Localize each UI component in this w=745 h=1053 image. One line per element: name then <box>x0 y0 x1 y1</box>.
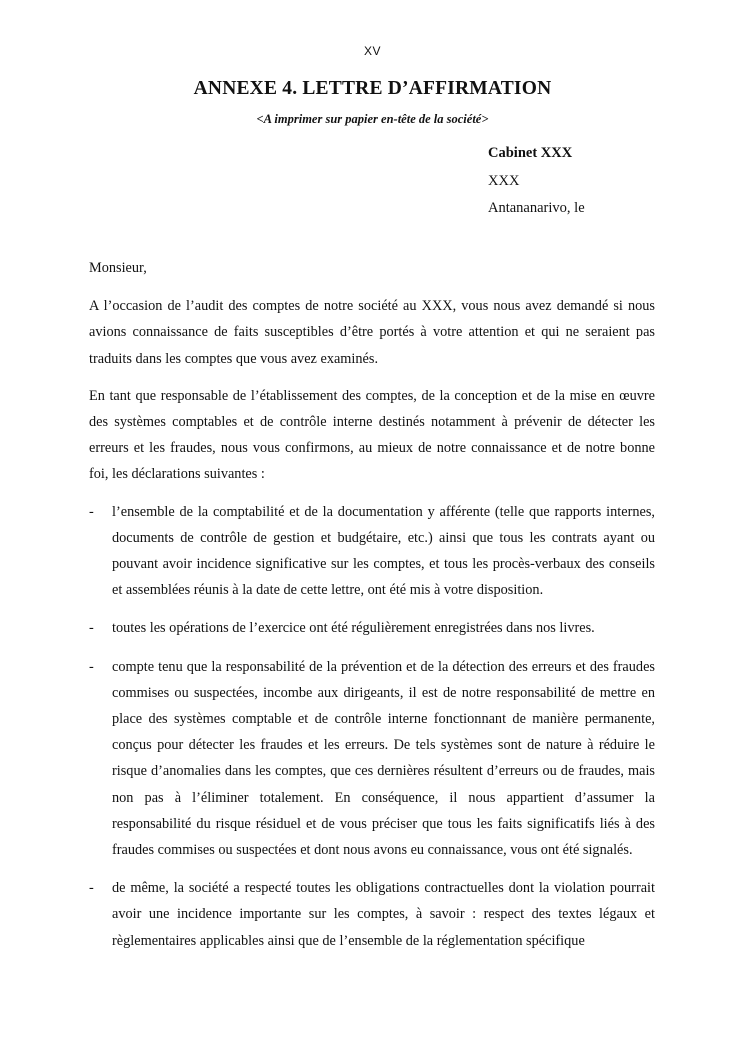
list-item <box>89 654 655 864</box>
bullet-dash: - <box>89 658 94 675</box>
list-item <box>89 499 655 604</box>
address-firm: Cabinet XXX <box>488 145 573 161</box>
subtitle: <A imprimer sur papier en-tête de la société> <box>256 112 489 126</box>
paragraph: En tant que responsable de l’établissement des comptes, de la conception et de la mise en œuvre des systèmes comptables et de contrôle interne destinés notamment à prévenir de détecter les erreurs et les fraudes, nous vous confirmons, au mieux de notre connaissance et de notre bonne foi, les déclarations suivantes : <box>89 387 655 483</box>
address-city-date: Antananarivo, le <box>488 200 585 216</box>
salutation: Monsieur, <box>89 260 147 276</box>
bullet-dash: - <box>89 620 94 637</box>
declarations-list <box>89 499 655 954</box>
paragraph: A l’occasion de l’audit des comptes de notre société au XXX, vous nous avez demandé si nous avions connaissance de faits susceptibles d’être portés à votre attention et qui ne seraient pas traduits dans les comptes que vous avez examinés. <box>89 298 655 367</box>
letter-body <box>89 255 655 966</box>
address-line: XXX <box>488 172 520 189</box>
bullet-dash: - <box>89 503 94 520</box>
address-block <box>488 140 585 223</box>
list-item-text: de même, la société a respecté toutes les obligations contractuelles dont la violation pourrait avoir une incidence importante sur les comptes, à savoir : respect des textes légaux et règlementaires applicables ainsi que de l’ensemble de la réglementation spécifique <box>112 880 655 949</box>
page-number: XV <box>363 44 381 58</box>
page-title: ANNEXE 4. LETTRE D’AFFIRMATION <box>193 78 552 99</box>
list-item <box>89 875 655 954</box>
list-item-text: l’ensemble de la comptabilité et de la documentation y afférente (telle que rapports internes, documents de contrôle de gestion et budgétaire, etc.) ainsi que tous les contrats ayant ou pouvant avoir incidence significative sur les comptes, et tous les procès-verbaux des conseils et assemblées réunis à la date de cette lettre, ont été mis à votre disposition. <box>112 503 655 599</box>
bullet-dash: - <box>89 880 94 897</box>
list-item-text: toutes les opérations de l’exercice ont été régulièrement enregistrées dans nos livres. <box>112 620 595 637</box>
list-item <box>89 615 655 641</box>
list-item-text: compte tenu que la responsabilité de la prévention et de la détection des erreurs et des fraudes commises ou suspectées, incombe aux dirigeants, il est de notre responsabilité de mettre en place des systèmes comptable et de contrôle interne fonctionnant de manière permanente, conçus pour détecter les fraudes et les erreurs. De tels systèmes sont de nature à réduire le risque d’anomalies dans les comptes, que ces dernières résultent d’erreurs ou de fraudes, mais non pas à l’éliminer totalement. En conséquence, il nous appartient d’assumer la responsabilité du risque résiduel et de vous préciser que tous les faits significatifs liés à des fraudes commises ou suspectées et dont nous avons eu connaissance, vous ont été signalés. <box>112 658 655 859</box>
